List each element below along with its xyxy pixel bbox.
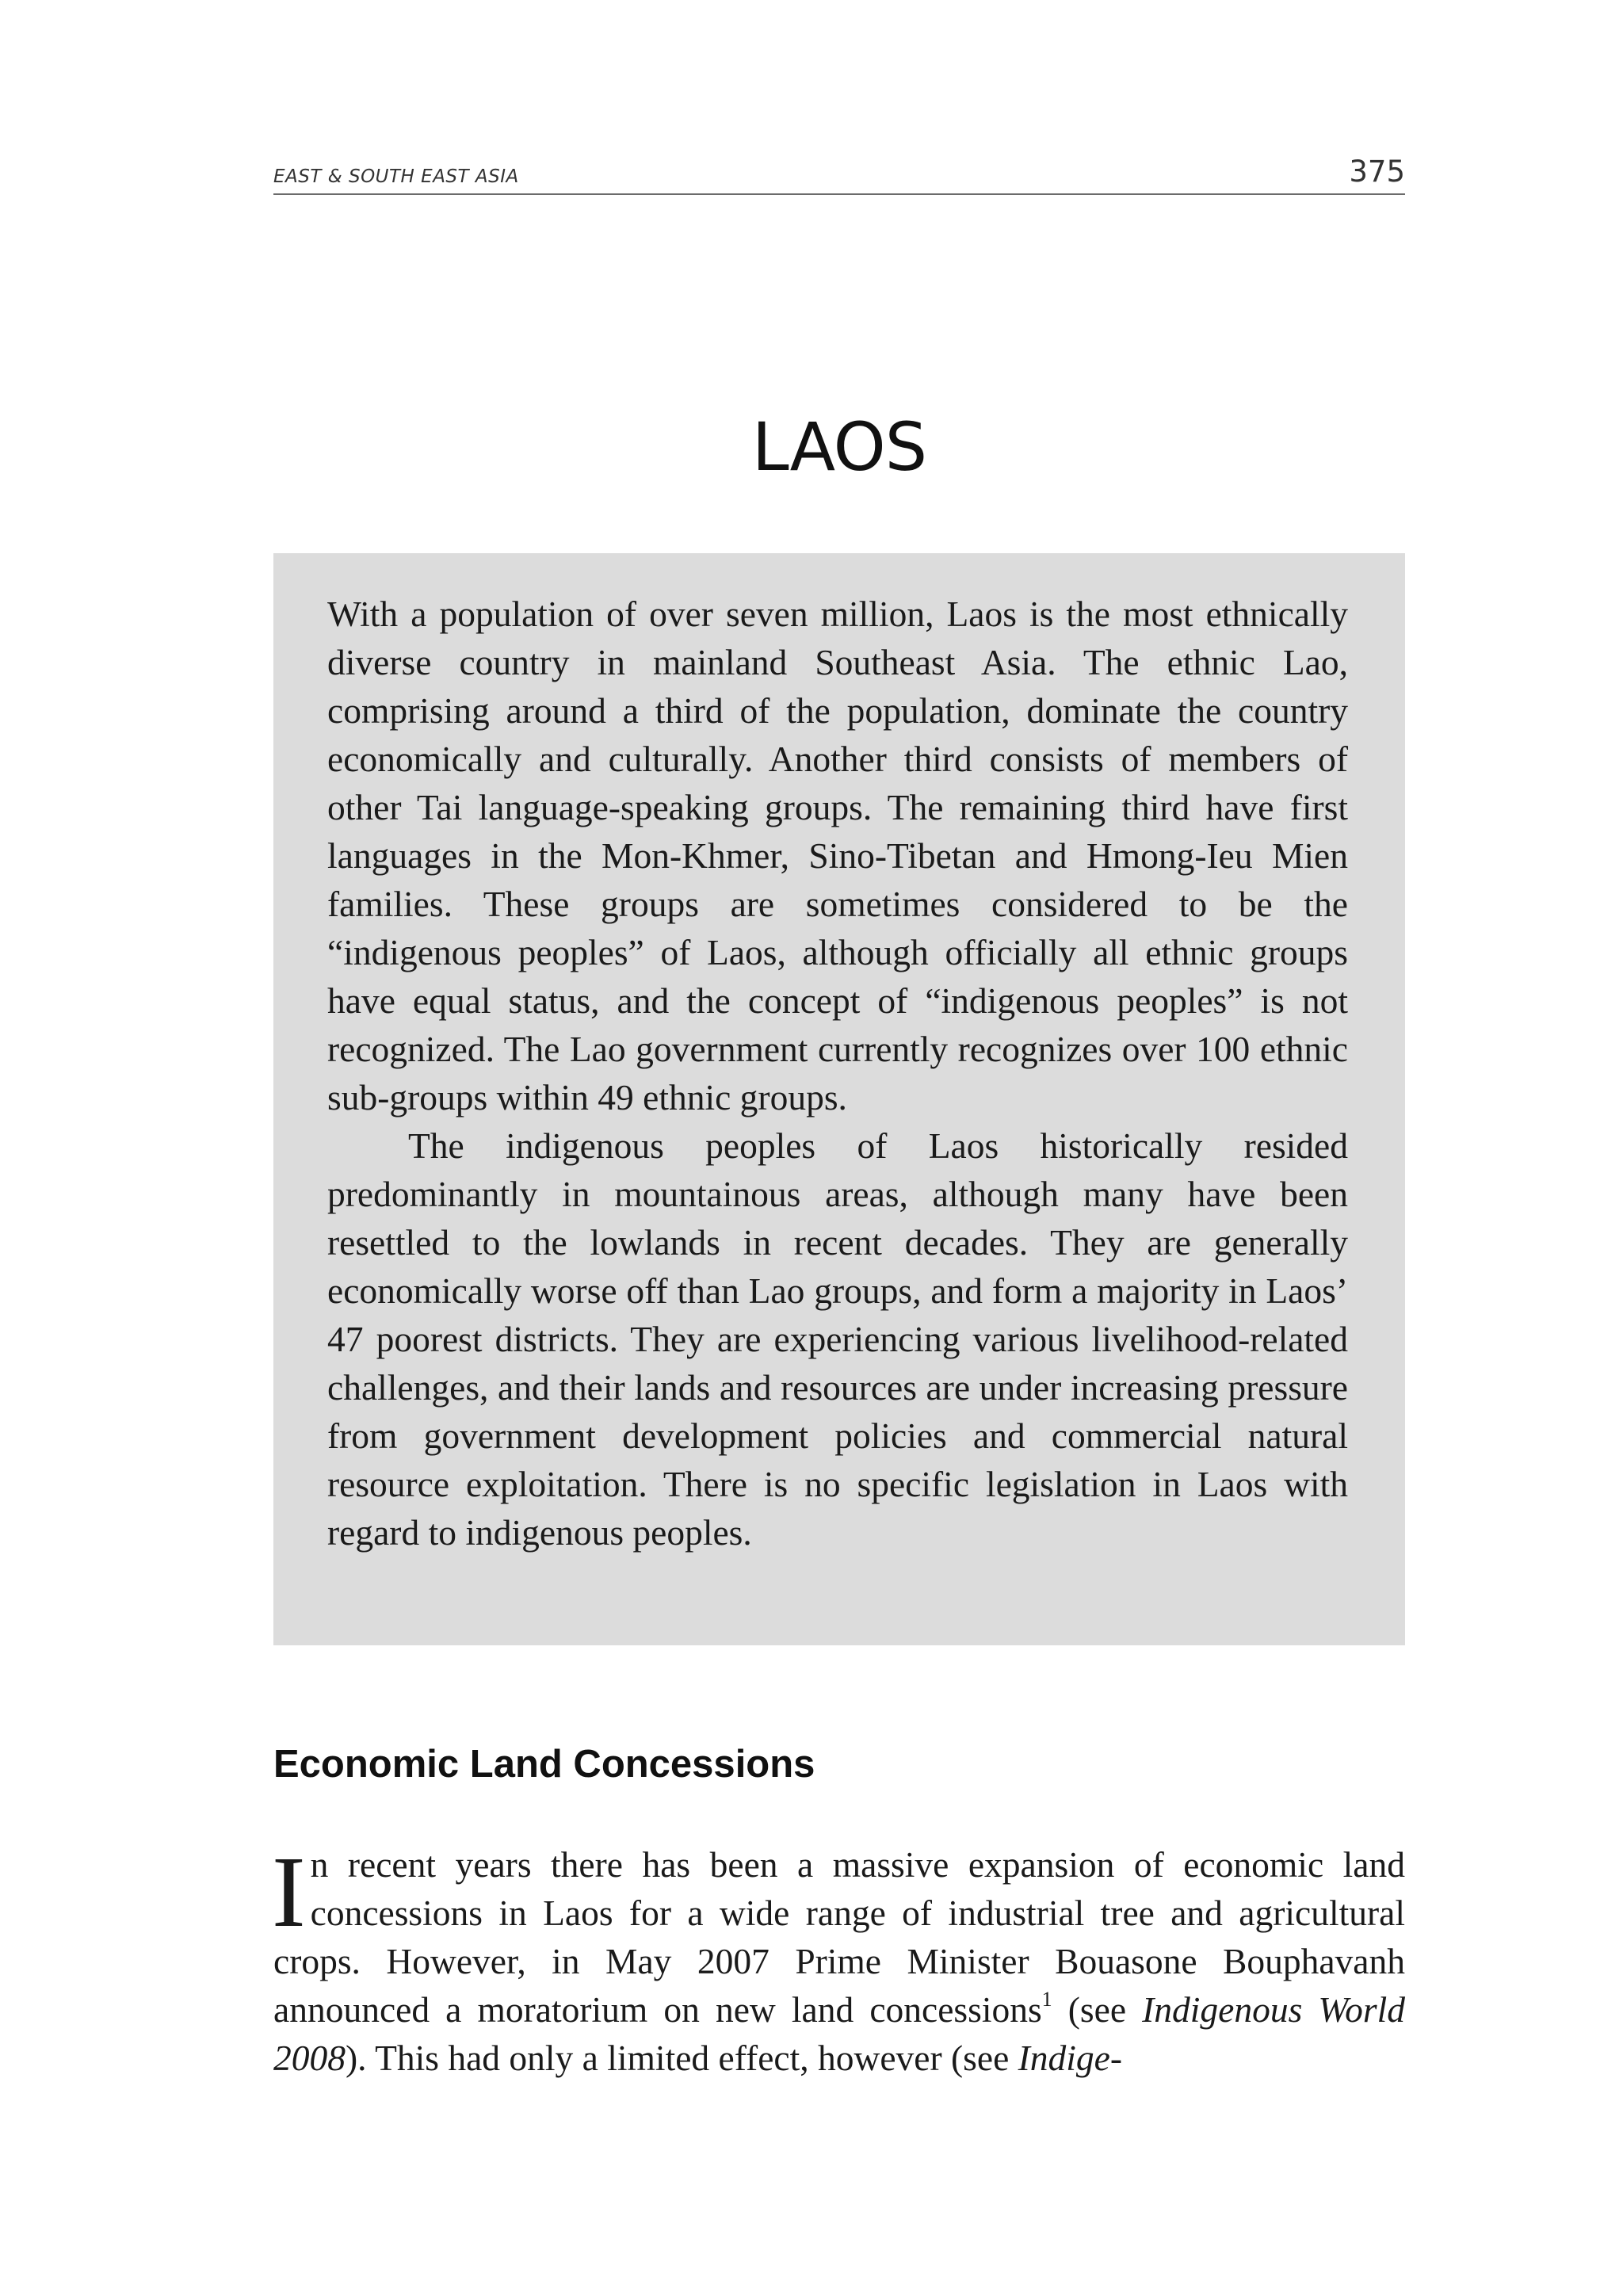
drop-cap: I xyxy=(272,1836,306,1948)
chapter-title: LAOS xyxy=(751,408,927,486)
body-paragraph xyxy=(272,1836,1405,2082)
body-text-segment: (see xyxy=(1052,1989,1143,2030)
book-title-reference: Indige- xyxy=(1018,2038,1123,2078)
running-header xyxy=(273,151,1405,195)
section-heading: Economic Land Concessions xyxy=(273,1743,815,1786)
intro-summary-box xyxy=(273,553,1405,1645)
body-text-segment: n recent years there has been a massive expansion of economic land concessions in Laos for a wide range of industrial tree and agricultural crops. However, in May 2007 Prime Minister Bouasone Bouphavanh announced a moratorium on new land concessions xyxy=(273,1844,1405,2030)
running-header-section: EAST & SOUTH EAST ASIA xyxy=(273,166,519,187)
book-title-reference: Indigenous World 2008 xyxy=(273,1989,1405,2078)
page-number: 375 xyxy=(1349,155,1405,189)
intro-paragraph: With a population of over seven million, Laos is the most ethnically diverse country in mainland Southeast Asia. The ethnic Lao, comprising around a third of the population, dominate the country economically and culturally. Another third consists of members of other Tai language-speaking groups. The remaining third have first languages in the Mon-Khmer, Sino-Tibetan and Hmong-Ieu Mien families. These groups are sometimes considered to be the “indigenous peoples” of Laos, although officially all ethnic groups have equal status, and the concept of “indigenous peoples” is not recognized. The Lao government currently recognizes over 100 ethnic sub-groups within 49 ethnic groups. xyxy=(327,594,1348,1117)
intro-paragraph: The indigenous peoples of Laos historically resided predominantly in mountainous areas, although many have been resettled to the lowlands in recent decades. They are generally economically worse off than Lao groups, and form a majority in Laos’ 47 poorest districts. They are experiencing various livelihood-related challenges, and their lands and resources are under increasing pressure from government development policies and commercial natural resource exploitation. There is no specific legislation in Laos with regard to indigenous peoples. xyxy=(327,1125,1348,1553)
footnote-marker: 1 xyxy=(1041,1988,1052,2011)
body-text-segment: ). This had only a limited effect, however (see xyxy=(346,2038,1018,2078)
